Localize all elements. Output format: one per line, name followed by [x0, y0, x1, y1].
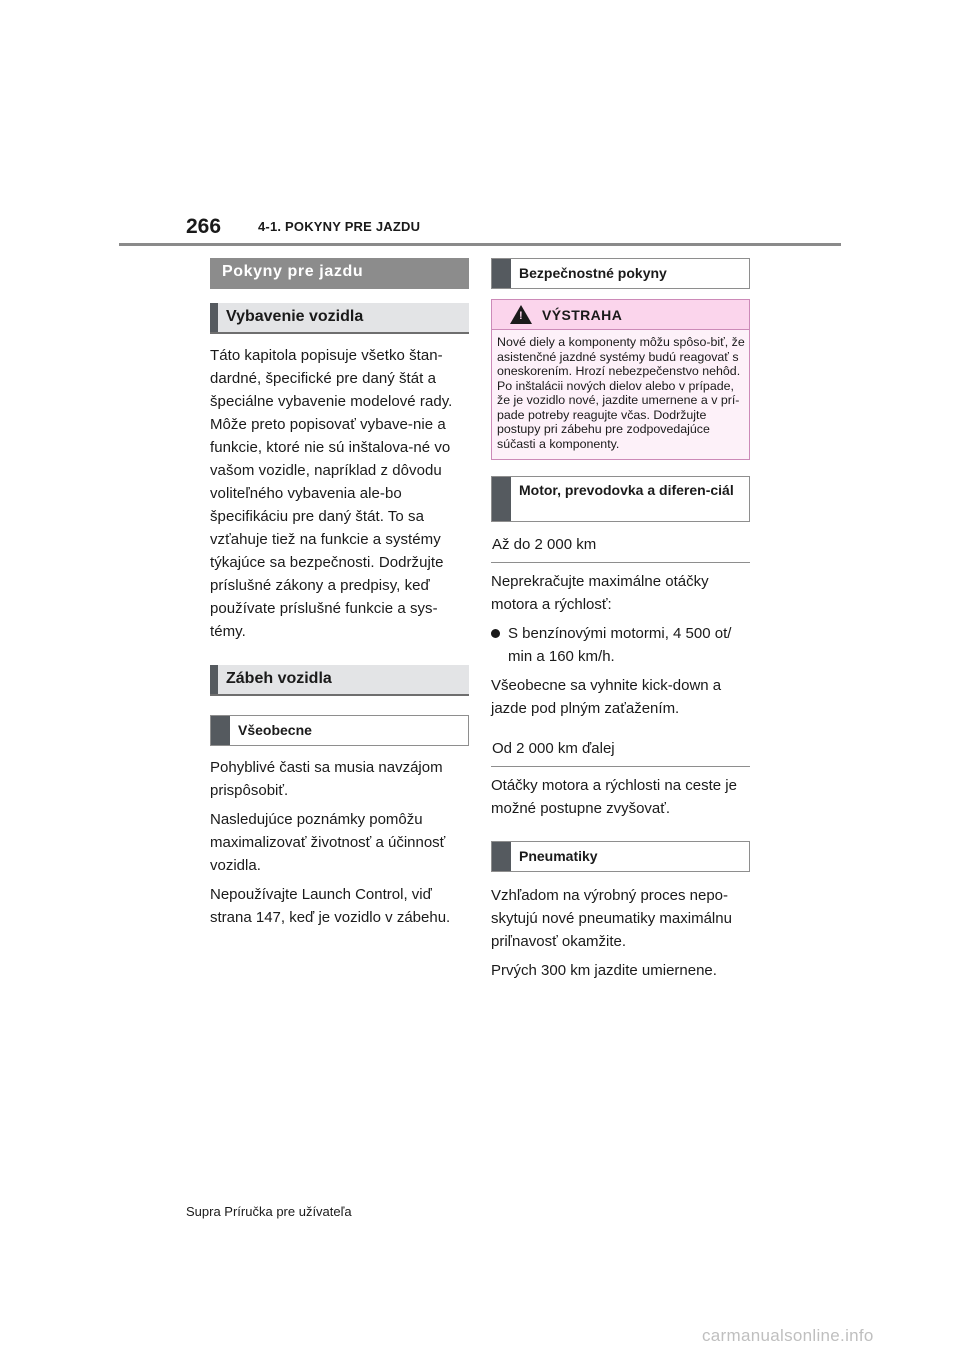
safety-heading	[491, 258, 750, 289]
up-to-2000-note: Všeobecne sa vyhnite kick-down a jazde pod plným zaťažením.	[491, 677, 722, 717]
engine-heading	[491, 476, 750, 522]
header-divider	[119, 243, 841, 246]
up-to-2000-intro: Neprekračujte maximálne otáčky motora a rýchlosť:	[491, 573, 709, 613]
breakin-heading-text: Zábeh vozidla	[226, 670, 332, 687]
breakin-paragraph: Nepoužívajte Launch Control, viď strana 147, keď je vozidlo v zábehu.	[210, 886, 451, 926]
safety-heading-text: Bezpečnostné pokyny	[519, 265, 667, 281]
warning-box	[491, 299, 750, 460]
section-title: Pokyny pre jazdu	[210, 258, 469, 289]
tires-heading	[491, 841, 750, 872]
warning-title: VÝSTRAHA	[542, 306, 623, 323]
up-to-2000-label: Až do 2 000 km	[491, 522, 750, 563]
breakin-paragraph: Nasledujúce poznámky pomôžu maximalizovať životnosť a účinnosť vozidla.	[210, 811, 446, 874]
heading-bar	[492, 477, 511, 521]
right-column	[491, 258, 750, 982]
engine-heading-text: Motor, prevodovka a diferen-ciál	[519, 482, 734, 498]
general-heading	[210, 715, 469, 746]
warning-text: Nové diely a komponenty môžu spôso-biť, že asistenčné jazdné systémy budú reagovať s oneskorením. Hrozí nebezpečenstvo nehôd. Po inštalácii nových dielov alebo v prípade, že je vozidlo nové, jazdite umernene a v prí-pade potreby reagujte včas. Dodržujte postupy pri zábehu pre zodpovedajúce súčasti a komponenty.	[492, 330, 749, 459]
from-2000-label: Od 2 000 km ďalej	[491, 726, 750, 767]
heading-bar	[210, 303, 218, 332]
bullet-icon	[491, 622, 508, 668]
heading-bar	[492, 259, 511, 288]
tires-heading-text: Pneumatiky	[519, 848, 598, 864]
equipment-heading	[210, 303, 469, 334]
equipment-heading-text: Vybavenie vozidla	[226, 308, 364, 325]
heading-bar	[211, 716, 230, 745]
left-column	[210, 258, 469, 929]
watermark: carmanualsonline.info	[702, 1326, 874, 1345]
heading-bar	[210, 665, 218, 694]
breakin-heading	[210, 665, 469, 696]
page-number: 266	[186, 215, 222, 238]
tires-paragraph: Prvých 300 km jazdite umiernene.	[491, 962, 717, 979]
equipment-text: Táto kapitola popisuje všetko štan-dardné, špecifické pre daný štát a špeciálne vybavenie modelové rady. Môže preto popisovať vybave-nie a funkcie, ktoré nie sú inštalova-né vo vašom vozidle, napríklad z dôvodu voliteľného vybavenia ale-bo špecifikáciu pre daný štát. To sa vzťahuje tiež na funkcie a systémy týkajúce sa bezpečnosti. Dodržujte príslušné zákony a predpisy, keď používate príslušné funkcie a sys-témy.	[210, 347, 453, 640]
breakin-paragraph: Pohyblivé časti sa musia navzájom prispôsobiť.	[210, 759, 443, 799]
footer-text: Supra Príručka pre užívateľa	[186, 1204, 352, 1219]
bullet-item	[491, 622, 750, 668]
from-2000-text: Otáčky motora a rýchlosti na ceste je možné postupne zvyšovať.	[491, 777, 737, 817]
chapter-title: 4-1. POKYNY PRE JAZDU	[258, 219, 421, 234]
warning-icon: !	[510, 305, 532, 324]
tires-paragraph: Vzhľadom na výrobný proces nepo-skytujú nové pneumatiky maximálnu priľnavosť okamžite.	[491, 887, 732, 950]
bullet-text: S benzínovými motormi, 4 500 ot/ min a 160 km/h.	[508, 625, 732, 665]
heading-bar	[492, 842, 511, 871]
warning-header	[492, 300, 749, 330]
general-heading-text: Všeobecne	[238, 722, 312, 738]
